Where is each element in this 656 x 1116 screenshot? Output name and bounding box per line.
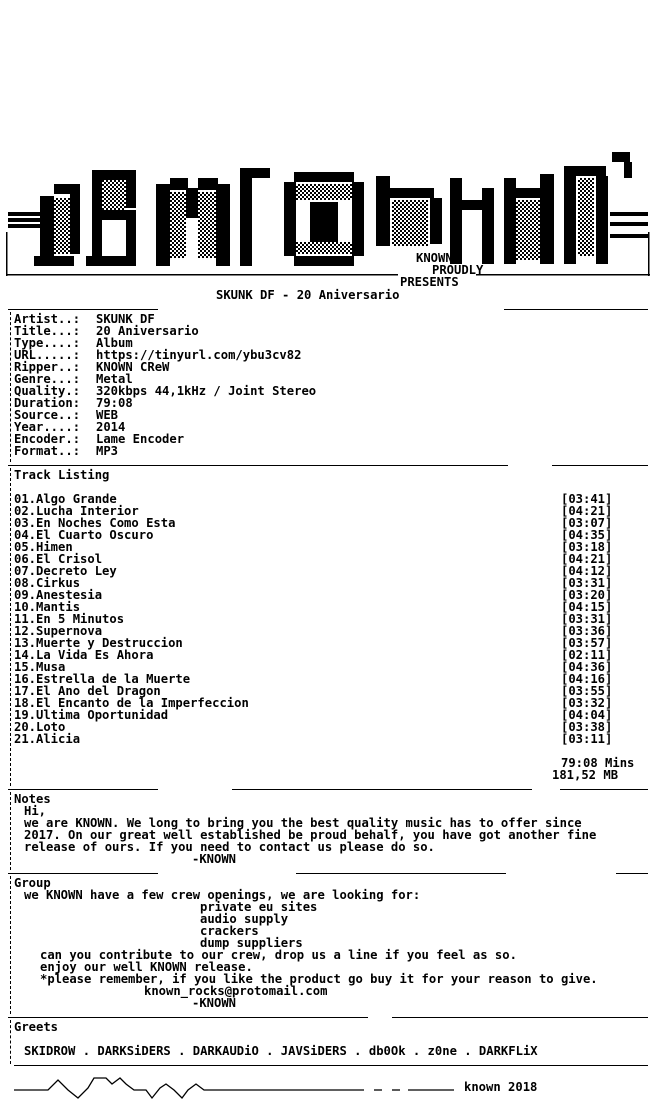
group-left-border	[10, 876, 11, 1014]
greets-heading: Greets	[14, 1020, 59, 1034]
track-duration: [03:41]	[561, 492, 613, 506]
track-title: 12.Supernova	[14, 624, 103, 638]
track-duration: [03:31]	[561, 576, 613, 590]
info-row-url[interactable]: URL.....: https://tinyurl.com/ybu3cv82	[14, 348, 302, 362]
track-title: 01.Algo Grande	[14, 492, 117, 506]
group-line: can you contribute to our crew, drop us a line if you feel as so.	[40, 948, 517, 962]
group-opening: crackers	[200, 924, 259, 938]
track-title: 19.Ultima Oportunidad	[14, 708, 169, 722]
greets-list: SKIDROW . DARKSiDERS . DARKAUDiO . JAVSiDERS . db0Ok . z0ne . DARKFLiX	[24, 1044, 538, 1058]
track-duration: [04:04]	[561, 708, 613, 722]
track-duration: [03:55]	[561, 684, 613, 698]
track-duration: [03:36]	[561, 624, 613, 638]
track-duration: [04:15]	[561, 600, 613, 614]
logo-tagline	[0, 0, 656, 289]
track-title: 16.Estrella de la Muerte	[14, 672, 191, 686]
track-row	[14, 649, 624, 661]
notes-line: we are KNOWN. We long to bring you the best quality music has to offer since	[24, 816, 582, 830]
group-top-rule-right	[616, 873, 648, 874]
notes-top-rule-left	[8, 789, 158, 790]
track-duration: [04:35]	[561, 528, 613, 542]
track-row	[14, 733, 624, 745]
notes-line: Hi,	[24, 804, 47, 818]
track-title: 18.El Encanto de la Imperfeccion	[14, 696, 249, 710]
track-duration: [04:21]	[561, 504, 613, 518]
track-title: 17.El Ano del Dragon	[14, 684, 161, 698]
track-title: 20.Loto	[14, 720, 66, 734]
info-left-border	[10, 312, 11, 462]
total-duration: 79:08 Mins	[561, 756, 635, 770]
tracklist-top-rule-right	[552, 465, 648, 466]
known-ascii-logo	[6, 148, 650, 288]
track-title: 10.Mantis	[14, 600, 81, 614]
track-title: 15.Musa	[14, 660, 66, 674]
track-duration: [04:21]	[561, 552, 613, 566]
info-row-quality: Quality.: 320kbps 44,1kHz / Joint Stereo	[14, 384, 317, 398]
group-intro: we KNOWN have a few crew openings, we are looking for:	[24, 888, 421, 902]
info-row-artist: Artist..: SKUNK DF	[14, 312, 155, 326]
group-opening: audio supply	[200, 912, 289, 926]
release-title: SKUNK DF - 20 Aniversario	[216, 288, 400, 302]
group-top-rule-mid	[296, 873, 506, 874]
track-row	[14, 613, 624, 625]
track-title: 05.Himen	[14, 540, 73, 554]
track-title: 06.El Crisol	[14, 552, 103, 566]
greets-top-rule-left	[8, 1017, 368, 1018]
footer-ascii-wave	[14, 1066, 454, 1104]
track-duration: [03:31]	[561, 612, 613, 626]
group-opening: private eu sites	[200, 900, 318, 914]
total-size: 181,52 MB	[552, 768, 619, 782]
track-duration: [03:38]	[561, 720, 613, 734]
notes-left-border	[10, 792, 11, 870]
info-row-source: Source..: WEB	[14, 408, 119, 422]
greets-left-border	[10, 1020, 11, 1064]
info-row-format: Format..: MP3	[14, 444, 119, 458]
notes-heading: Notes	[14, 792, 51, 806]
group-heading: Group	[14, 876, 51, 890]
group-opening: dump suppliers	[200, 936, 303, 950]
track-row	[14, 577, 624, 589]
info-row-year: Year....: 2014	[14, 420, 126, 434]
track-row	[14, 541, 624, 553]
track-title: 04.El Cuarto Oscuro	[14, 528, 154, 542]
track-title: 02.Lucha Interior	[14, 504, 139, 518]
group-signature: -KNOWN	[192, 996, 237, 1010]
group-top-rule-left	[8, 873, 158, 874]
info-row-encoder: Encoder.: Lame Encoder	[14, 432, 185, 446]
track-title: 21.Alicia	[14, 732, 81, 746]
track-row	[14, 589, 624, 601]
track-row	[14, 709, 624, 721]
track-title: 07.Decreto Ley	[14, 564, 117, 578]
track-title: 08.Cirkus	[14, 576, 81, 590]
track-duration: [03:20]	[561, 588, 613, 602]
track-row	[14, 529, 624, 541]
info-top-rule-right	[504, 309, 648, 310]
tracklist-heading: Track Listing	[14, 468, 110, 482]
track-duration: [03:11]	[561, 732, 613, 746]
info-row-genre: Genre...: Metal	[14, 372, 133, 386]
notes-top-rule-right	[560, 789, 648, 790]
tracklist-left-border	[10, 468, 11, 786]
track-duration: [02:11]	[561, 648, 613, 662]
track-duration: [03:07]	[561, 516, 613, 530]
footer-credit: known 2018	[464, 1080, 538, 1094]
info-top-rule-left	[8, 309, 158, 310]
track-title: 03.En Noches Como Esta	[14, 516, 176, 530]
tracklist-top-rule-left	[8, 465, 508, 466]
track-duration: [03:32]	[561, 696, 613, 710]
notes-top-rule-mid	[232, 789, 532, 790]
info-row-type: Type....: Album	[14, 336, 133, 350]
group-line: *please remember, if you like the product go buy it for your reason to give.	[40, 972, 598, 986]
group-email[interactable]: known_rocks@protomail.com	[144, 984, 328, 998]
group-line: enjoy our well KNOWN release.	[40, 960, 253, 974]
tagline-presents: PRESENTS	[400, 275, 459, 289]
tagline-known: KNOWN	[416, 251, 453, 265]
track-duration: [04:12]	[561, 564, 613, 578]
track-title: 14.La Vida Es Ahora	[14, 648, 154, 662]
track-duration: [04:36]	[561, 660, 613, 674]
track-title: 09.Anestesia	[14, 588, 103, 602]
notes-line: release of ours. If you need to contact us please do so.	[24, 840, 435, 854]
info-row-duration: Duration: 79:08	[14, 396, 133, 410]
tagline-proudly: PROUDLY	[432, 263, 484, 277]
info-row-ripper: Ripper..: KNOWN CReW	[14, 360, 170, 374]
greets-top-rule-right	[392, 1017, 648, 1018]
track-row	[14, 721, 624, 733]
track-title: 13.Muerte y Destruccion	[14, 636, 183, 650]
track-duration: [03:57]	[561, 636, 613, 650]
notes-signature: -KNOWN	[192, 852, 237, 866]
info-row-title: Title...: 20 Aniversario	[14, 324, 199, 338]
track-title: 11.En 5 Minutos	[14, 612, 125, 626]
track-row	[14, 565, 624, 577]
track-duration: [04:16]	[561, 672, 613, 686]
notes-line: 2017. On our great well established be proud behalf, you have got another fine	[24, 828, 597, 842]
track-duration: [03:18]	[561, 540, 613, 554]
